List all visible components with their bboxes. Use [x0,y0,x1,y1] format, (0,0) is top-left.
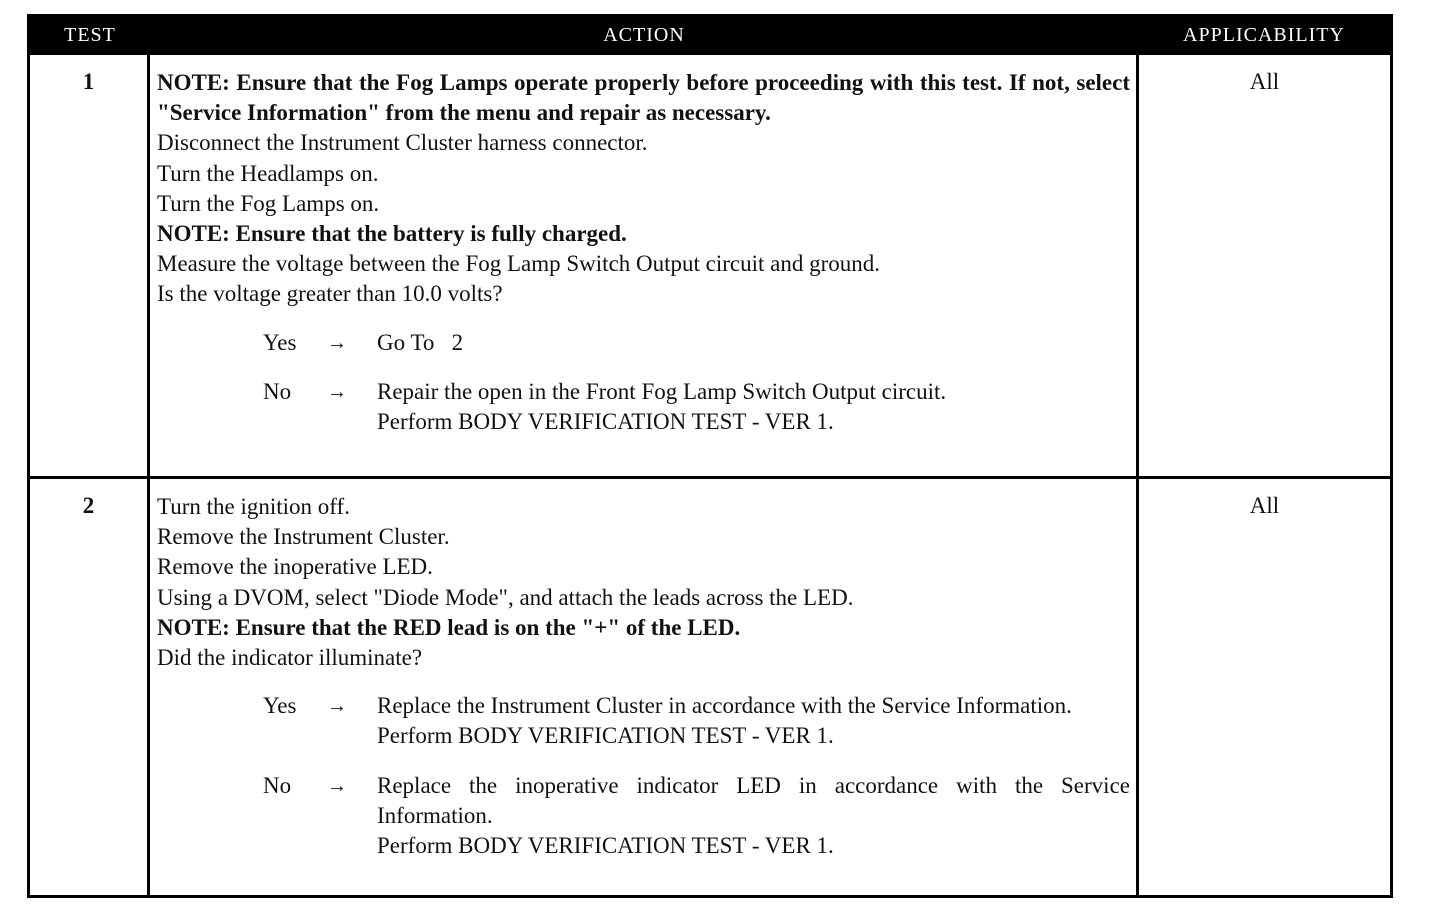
arrow-right-icon: → [327,380,347,403]
yes-branch [157,328,1130,358]
table-header [30,17,1390,55]
action-step: Turn the Fog Lamps on. [157,190,380,216]
arrow-right-icon: → [327,331,347,354]
note-text: NOTE: Ensure that the battery is fully charged. [157,221,627,247]
yes-result: Go To 2 [377,329,464,355]
no-result-line: Perform BODY VERIFICATION TEST - VER 1. [377,833,834,859]
no-branch [157,771,1130,862]
diagnostic-table [27,14,1393,898]
note-text: NOTE: Ensure that the Fog Lamps operate properly before proceeding with this test. If not, select "Service Information" from the menu and repair as necessary. [157,70,1130,126]
header-action: ACTION [603,24,685,46]
action-step: Using a DVOM, select "Diode Mode", and attach the leads across the LED. [157,584,854,610]
action-step: Disconnect the Instrument Cluster harness connector. [157,130,648,156]
table-row [30,479,1390,898]
applicability-value: All [1249,69,1280,94]
no-label: No [263,772,292,798]
action-step: Turn the ignition off. [157,494,350,519]
note-text: NOTE: Ensure that the RED lead is on the "+" of the LED. [157,614,741,640]
question-text: Is the voltage greater than 10.0 volts? [157,281,503,307]
no-result [377,771,1130,862]
arrow-right-icon: → [327,774,347,797]
action-cell [157,492,1130,861]
yes-label: Yes [263,693,297,719]
yes-result [377,691,1130,751]
action-step: Turn the Headlamps on. [157,160,379,186]
test-number: 1 [82,69,95,94]
yes-label: Yes [263,329,297,355]
table-row [30,55,1390,476]
applicability-value: All [1249,493,1280,518]
yes-branch [157,691,1130,751]
header-applicability: APPLICABILITY [1183,24,1345,46]
no-label: No [263,378,292,404]
no-result-line: Repair the open in the Front Fog Lamp Switch Output circuit. [377,378,947,404]
header-test: TEST [64,24,116,46]
no-result-line: Perform BODY VERIFICATION TEST - VER 1. [377,409,834,435]
action-step: Measure the voltage between the Fog Lamp Switch Output circuit and ground. [157,251,881,277]
question-text: Did the indicator illuminate? [157,645,423,671]
yes-result-text: Replace the Instrument Cluster in accordance with the Service Information. [377,693,1072,719]
no-branch [157,377,1130,437]
yes-result-line: Perform BODY VERIFICATION TEST - VER 1. [377,723,834,749]
no-result-text: Replace the inoperative indicator LED in accordance with the Service Information. [377,772,1130,828]
action-cell [157,68,1130,437]
action-step: Remove the inoperative LED. [157,554,433,580]
test-number: 2 [82,493,95,518]
arrow-right-icon: → [327,695,347,718]
action-step: Remove the Instrument Cluster. [157,524,450,550]
no-result [377,377,1130,437]
